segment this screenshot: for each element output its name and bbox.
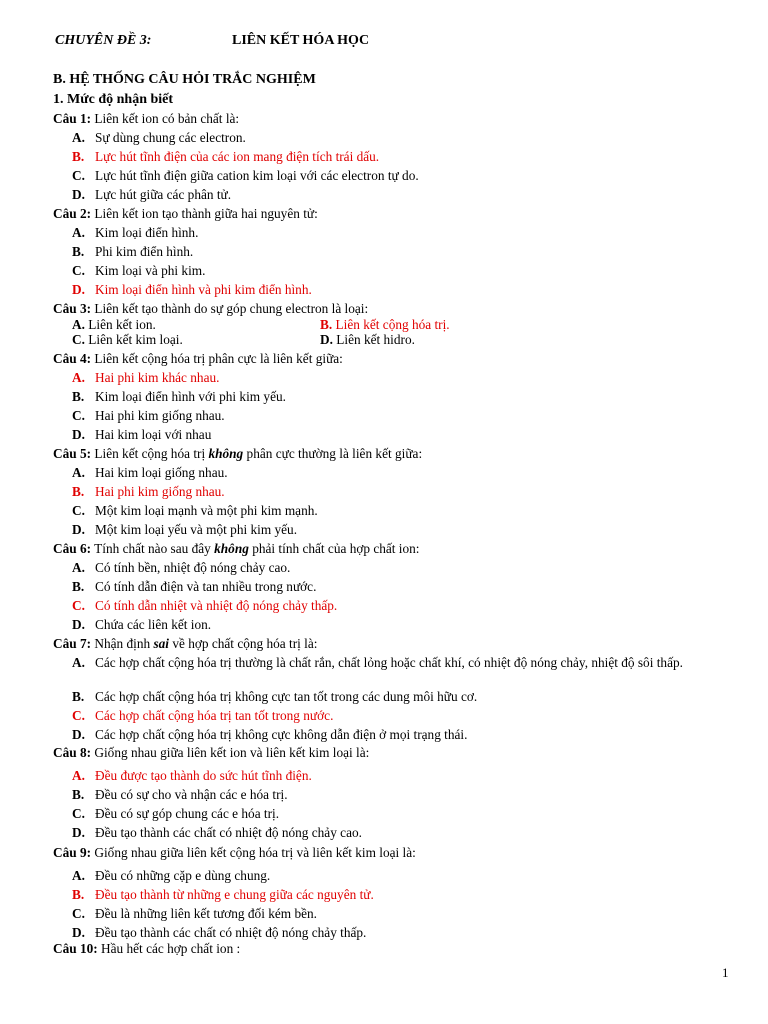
option-a: A. Sự dùng chung các electron. xyxy=(72,130,246,145)
option-c: C. Đều có sự góp chung các e hóa trị. xyxy=(72,806,280,821)
question-10 xyxy=(53,941,240,957)
option-d: D. Liên kết hidro. xyxy=(320,332,415,347)
question-5: Câu 5: Liên kết cộng hóa trị không phân cực thường là liên kết giữa: xyxy=(53,446,423,461)
option-c: C. Lực hút tĩnh điện giữa cation kim loại với các electron tự do. xyxy=(72,168,419,183)
option-a: A. Hai kim loại giống nhau. xyxy=(72,465,228,480)
question-number: Câu 6: xyxy=(53,541,92,556)
option-d: D. Một kim loại yếu và một phi kim yếu. xyxy=(72,522,298,537)
question-number: Câu 9: xyxy=(53,845,92,860)
question-text: Giống nhau giữa liên kết ion và liên kết kim loại là: xyxy=(91,745,370,760)
option-b: B. Có tính dẫn điện và tan nhiều trong nước. xyxy=(72,579,317,594)
option-b-correct: B. Lực hút tĩnh điện của các ion mang điện tích trái dấu. xyxy=(72,149,380,164)
question-number: Câu 7: xyxy=(53,636,92,651)
option-d: D. Đều tạo thành các chất có nhiệt độ nóng chảy thấp. xyxy=(72,925,367,940)
option-d: D. Các hợp chất cộng hóa trị không cực không dẫn điện ở mọi trạng thái. xyxy=(72,727,468,742)
option-c: C. Hai phi kim giống nhau. xyxy=(72,408,225,423)
question-text: Hầu hết các hợp chất ion : xyxy=(97,941,241,956)
option-b: B. Phi kim điển hình. xyxy=(72,244,194,259)
question-4 xyxy=(53,351,343,367)
emphasis: không xyxy=(214,541,249,556)
question-number: Câu 8: xyxy=(53,745,92,760)
option-b-correct: B. Đều tạo thành từ những e chung giữa các nguyên tử. xyxy=(72,887,374,902)
question-6: Câu 6: Tính chất nào sau đây không phải tính chất của hợp chất ion: xyxy=(53,541,420,556)
option-b-correct: B. Liên kết cộng hóa trị. xyxy=(320,317,450,332)
subsection-heading: 1. Mức độ nhận biết xyxy=(53,92,174,107)
question-number: Câu 1: xyxy=(53,111,92,126)
question-text: Liên kết ion có bản chất là: xyxy=(91,111,240,126)
option-d: D. Đều tạo thành các chất có nhiệt độ nóng chảy cao. xyxy=(72,825,362,840)
question-text: Liên kết tạo thành do sự góp chung electron là loại: xyxy=(91,301,369,316)
question-7: Câu 7: Nhận định sai về hợp chất cộng hóa trị là: xyxy=(53,636,318,651)
page-number: 1 xyxy=(722,965,729,980)
option-a: A. Kim loại điển hình. xyxy=(72,225,199,240)
option-c-correct: C. Các hợp chất cộng hóa trị tan tốt trong nước. xyxy=(72,708,334,723)
section-heading: B. HỆ THỐNG CÂU HỎI TRẮC NGHIỆM xyxy=(53,72,316,87)
question-text: Liên kết ion tạo thành giữa hai nguyên tử: xyxy=(91,206,318,221)
option-d-correct: D. Kim loại điển hình và phi kim điển hình. xyxy=(72,282,312,297)
question-number: Câu 5: xyxy=(53,446,92,461)
option-b: B. Các hợp chất cộng hóa trị không cực tan tốt trong các dung môi hữu cơ. xyxy=(72,689,478,704)
option-a: A. Liên kết ion. xyxy=(72,317,156,332)
option-c: C. Liên kết kim loại. xyxy=(72,332,183,347)
question-number: Câu 10: xyxy=(53,941,98,956)
page-header xyxy=(55,33,370,49)
option-b: B. Kim loại điển hình với phi kim yếu. xyxy=(72,389,286,404)
question-9 xyxy=(53,845,416,861)
option-b: B. Đều có sự cho và nhận các e hóa trị. xyxy=(72,787,288,802)
emphasis: không xyxy=(208,446,244,461)
question-text: Giống nhau giữa liên kết cộng hóa trị và liên kết kim loại là: xyxy=(91,845,416,860)
question-8 xyxy=(53,745,369,761)
option-c: C. Kim loại và phi kim. xyxy=(72,263,206,278)
option-a: A. Đều có những cặp e dùng chung. xyxy=(72,868,271,883)
question-1 xyxy=(53,111,239,127)
option-d: D. Hai kim loại với nhau xyxy=(72,427,212,442)
option-a: A. Có tính bền, nhiệt độ nóng chảy cao. xyxy=(72,560,291,575)
option-c: C. Một kim loại mạnh và một phi kim mạnh. xyxy=(72,503,318,518)
option-a-correct: A. Hai phi kim khác nhau. xyxy=(72,370,220,385)
question-number: Câu 4: xyxy=(53,351,92,366)
option-a-correct: A. Đều được tạo thành do sức hút tĩnh điện. xyxy=(72,768,312,783)
question-number: Câu 2: xyxy=(53,206,92,221)
page-title: LIÊN KẾT HÓA HỌC xyxy=(232,33,370,48)
emphasis: sai xyxy=(153,636,169,651)
option-c-correct: C. Có tính dẫn nhiệt và nhiệt độ nóng chảy thấp. xyxy=(72,598,338,613)
option-d: D. Chứa các liên kết ion. xyxy=(72,617,212,632)
option-c: C. Đều là những liên kết tương đối kém bền. xyxy=(72,906,317,921)
question-text: Liên kết cộng hóa trị phân cực là liên kết giữa: xyxy=(91,351,343,366)
option-d: D. Lực hút giữa các phân tử. xyxy=(72,187,232,202)
question-3 xyxy=(53,301,368,317)
option-a: A. Các hợp chất cộng hóa trị thường là chất rắn, chất lỏng hoặc chất khí, có nhiệt độ nóng chảy, nhiệt độ sôi thấp. xyxy=(72,655,683,670)
option-b-correct: B. Hai phi kim giống nhau. xyxy=(72,484,225,499)
question-2 xyxy=(53,206,318,222)
question-number: Câu 3: xyxy=(53,301,92,316)
topic-label: CHUYÊN ĐỀ 3: xyxy=(55,33,152,48)
